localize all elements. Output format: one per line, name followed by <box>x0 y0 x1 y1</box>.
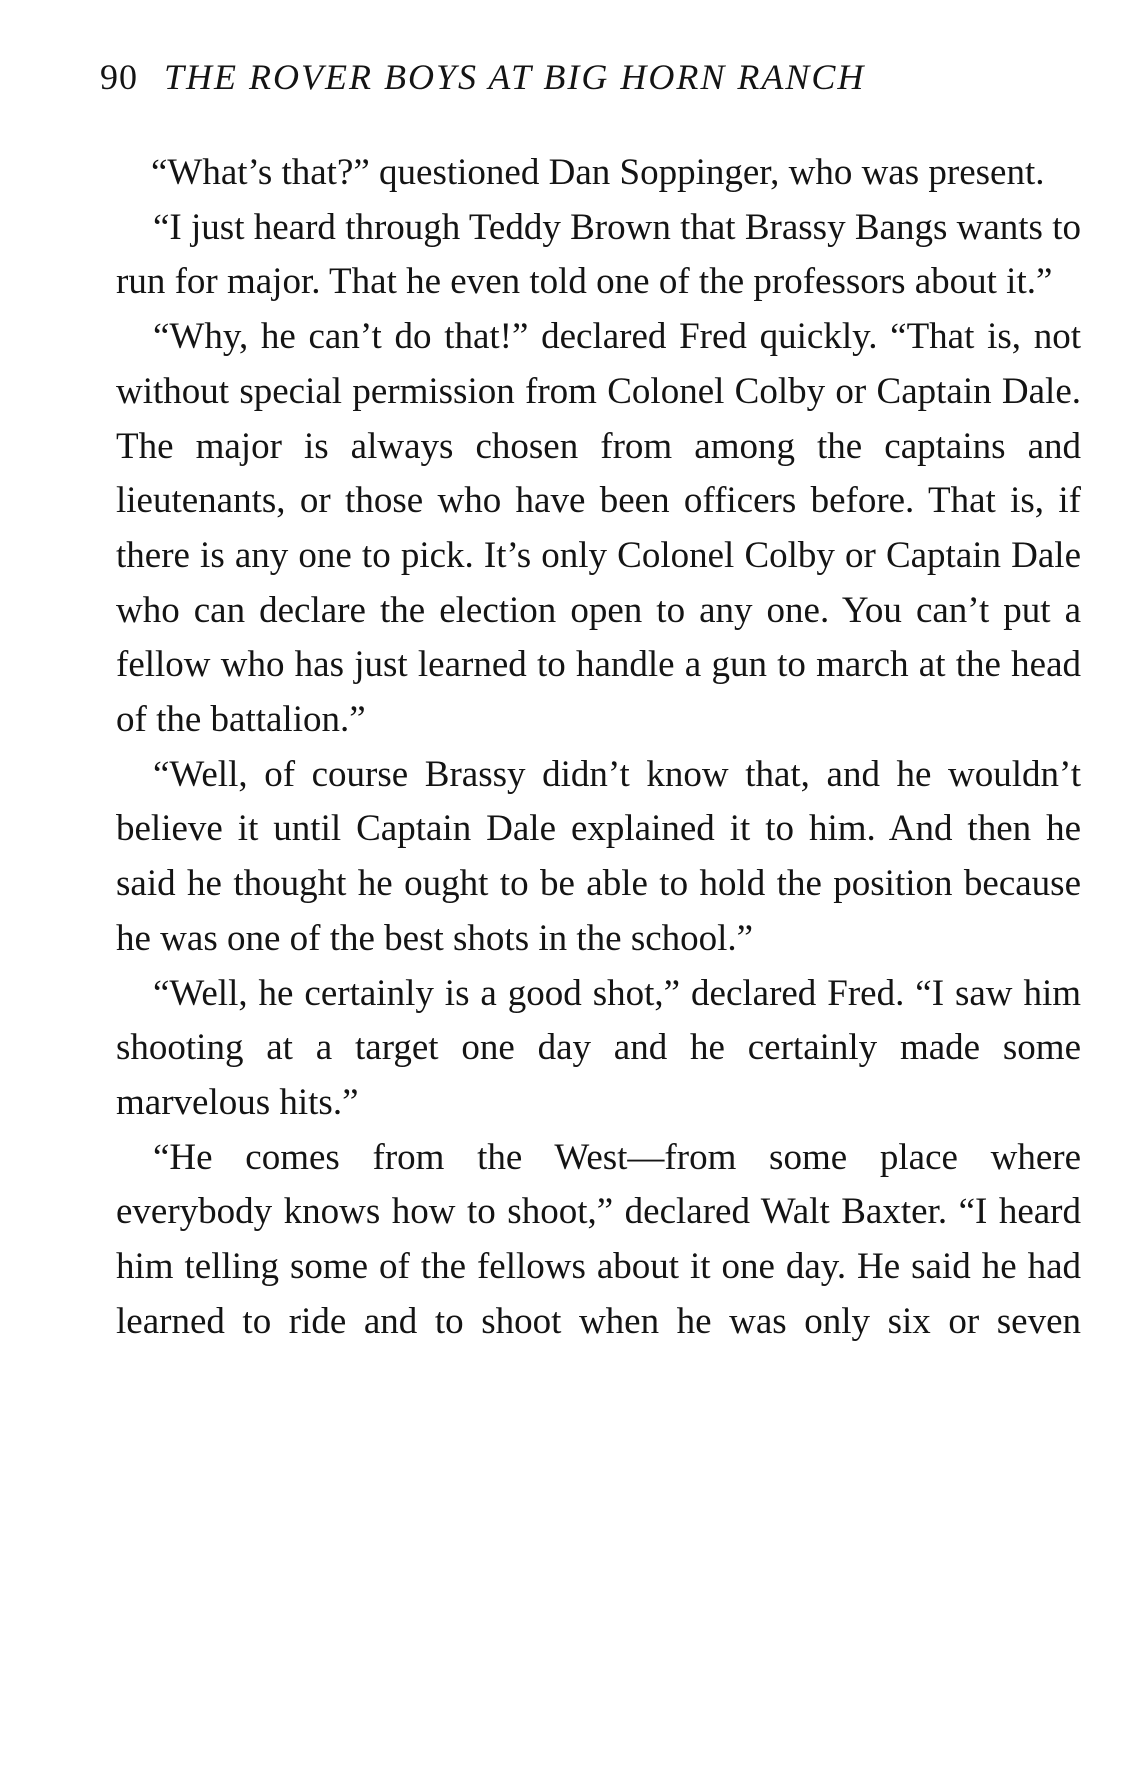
running-head <box>100 52 1000 102</box>
paragraph: “He comes from the West—from some place where everybody knows how to shoot,” declared Walt Baxter. “I heard him telling some of the fellows about it one day. He said he had learned to ride and to shoot when he was only six or seven <box>116 1136 1081 1342</box>
paragraph: “I just heard through Teddy Brown that Brassy Bangs wants to run for major. That he even told one of the professors about it.” <box>116 206 1081 303</box>
book-title: THE ROVER BOYS AT BIG HORN RANCH <box>164 57 866 97</box>
body-text <box>116 146 1081 1349</box>
paragraph: “Well, of course Brassy didn’t know that, and he wouldn’t believe it until Captain Dale explained it to him. And then he said he thought he ought to be able to hold the position because he was one of the best shots in the school.” <box>116 753 1081 959</box>
paragraph: “Why, he can’t do that!” declared Fred quickly. “That is, not without special permission from Colonel Colby or Captain Dale. The major is always chosen from among the captains and lieutenants, or those who have been officers before. That is, if there is any one to pick. It’s only Colonel Colby or Captain Dale who can declare the election open to any one. You can’t put a fellow who has just learned to handle a gun to march at the head of the battalion.” <box>116 316 1081 741</box>
page-number: 90 <box>100 57 138 97</box>
paragraph: “Well, he certainly is a good shot,” declared Fred. “I saw him shooting at a target one day and he certainly made some marvelous hits.” <box>116 972 1081 1123</box>
paragraph: “What’s that?” questioned Dan Soppinger, who was present. <box>151 152 1045 193</box>
